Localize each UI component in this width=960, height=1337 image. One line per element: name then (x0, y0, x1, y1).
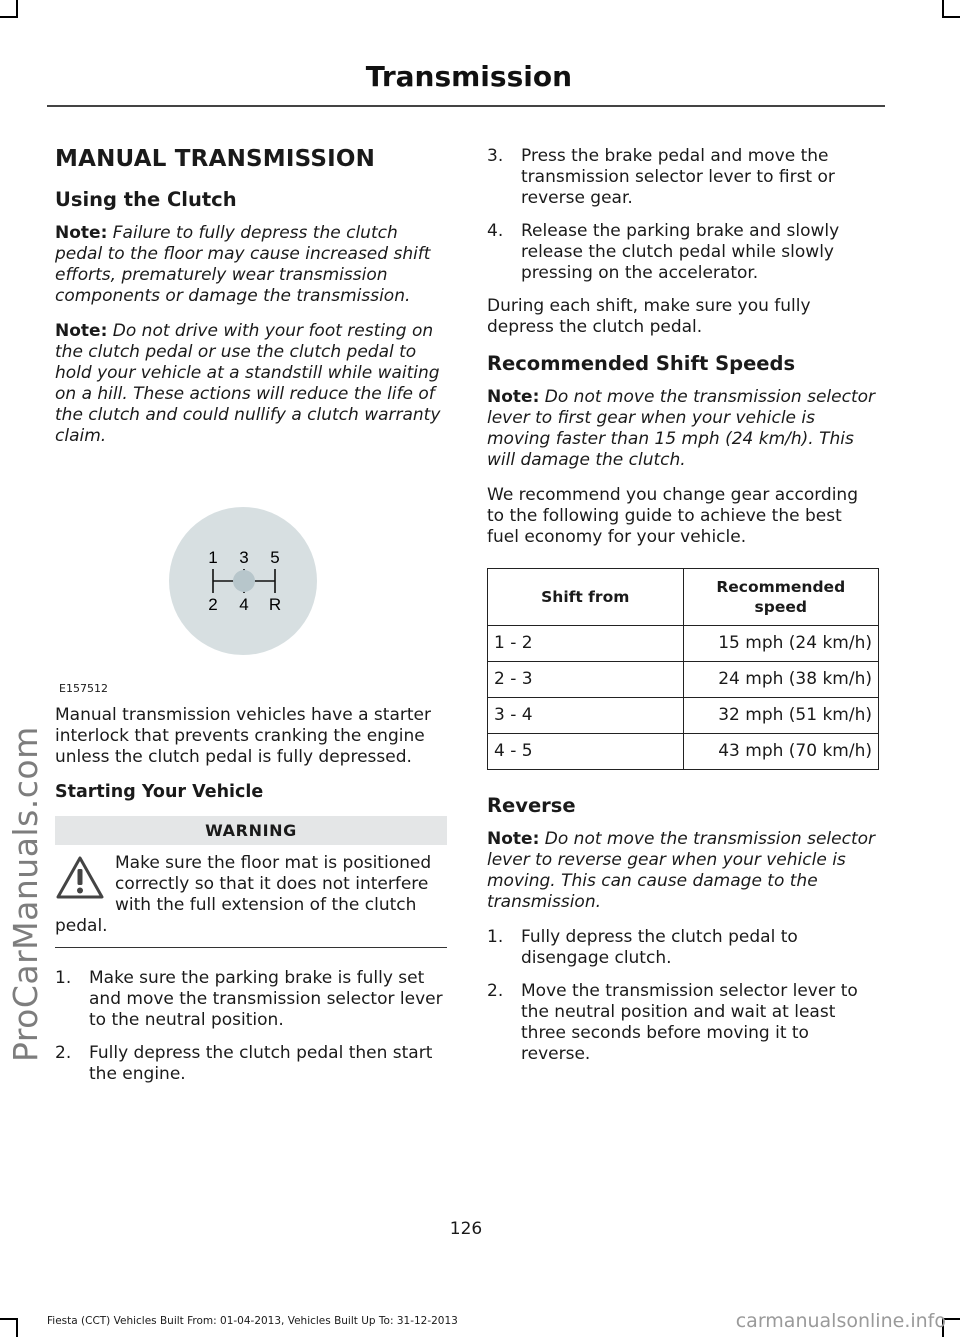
left-column (55, 146, 447, 1097)
table-row (488, 626, 879, 662)
table-cell: 3 - 4 (488, 698, 684, 734)
column-header: Shift from (488, 569, 684, 626)
gear-label: R (268, 595, 282, 614)
list-item: 1. Make sure the parking brake is fully set and move the transmission selector lever to the neutral position. (55, 968, 443, 1030)
watermark-left: ProCarManuals.com (6, 726, 45, 1062)
table-row (488, 698, 879, 734)
note-reverse: Note: Do not move the transmission selector lever to reverse gear when your vehicle is moving. This can cause damage to the transmission. (487, 829, 876, 912)
section-title: MANUAL TRANSMISSION (55, 146, 376, 172)
reverse-steps (487, 927, 879, 1065)
footer-text: Fiesta (CCT) Vehicles Built From: 01-04-2013, Vehicles Built Up To: 31-12-2013 (47, 1315, 458, 1327)
gear-label: 4 (239, 595, 249, 614)
column-header: Recommended speed (683, 569, 879, 626)
crop-mark (16, 1318, 18, 1337)
table-cell: 15 mph (24 km/h) (683, 626, 879, 662)
note-first-gear: Note: Do not move the transmission selector lever to first gear when your vehicle is moving faster than 15 mph (24 km/h). This will damage the clutch. (487, 387, 876, 470)
note-foot-resting: Note: Do not drive with your foot resting on the clutch pedal or use the clutch pedal to hold your vehicle at a standstill while waiting on a hill. These actions will reduce the life of the clutch and could nullify a clutch warranty claim. (55, 321, 441, 446)
gear-label: 1 (208, 548, 218, 567)
gear-label: 5 (270, 548, 280, 567)
table-cell: 1 - 2 (488, 626, 684, 662)
header-divider (47, 105, 885, 107)
table-cell: 2 - 3 (488, 662, 684, 698)
table-cell: 32 mph (51 km/h) (683, 698, 879, 734)
list-item: 1. Fully depress the clutch pedal to disengage clutch. (487, 927, 798, 968)
recommended-speeds-heading: Recommended Shift Speeds (487, 352, 796, 375)
warning-body: Make sure the floor mat is positioned correctly so that it does not interfere with the full extension of the clutch pedal. (55, 853, 432, 936)
shift-knob (233, 570, 255, 592)
starting-vehicle-heading: Starting Your Vehicle (55, 782, 264, 802)
gear-label: 3 (239, 548, 249, 567)
list-item: 2. Fully depress the clutch pedal then start the engine. (55, 1043, 433, 1084)
shift-paragraph: During each shift, make sure you fully depress the clutch pedal. (487, 296, 811, 337)
shift-pattern-diagram (55, 461, 447, 701)
table-row (488, 662, 879, 698)
list-item: 4. Release the parking brake and slowly release the clutch pedal while slowly pressing on the accelerator. (487, 221, 840, 283)
warning-heading: WARNING (55, 816, 447, 845)
table-cell: 4 - 5 (488, 734, 684, 770)
table-cell: 43 mph (70 km/h) (683, 734, 879, 770)
figure-code: E157512 (59, 682, 108, 695)
watermark-bottom-right: carmanualsonline.info (735, 1310, 946, 1332)
table-cell: 24 mph (38 km/h) (683, 662, 879, 698)
shift-pattern-figure (55, 461, 447, 701)
gear-label: 2 (208, 595, 218, 614)
note-clutch-depress: Note: Failure to fully depress the clutch pedal to the floor may cause increased shift efforts, prematurely wear transmission components or damage the transmission. (55, 223, 431, 306)
page-number: 126 (449, 1219, 483, 1239)
crop-mark (942, 16, 960, 18)
right-column (487, 146, 879, 1077)
recommend-paragraph: We recommend you change gear according to the following guide to achieve the best fuel economy for your vehicle. (487, 485, 858, 547)
table-header-row (488, 569, 879, 626)
reverse-heading: Reverse (487, 794, 576, 817)
starting-steps (55, 968, 447, 1085)
using-clutch-heading: Using the Clutch (55, 188, 237, 211)
crop-mark (0, 1318, 18, 1320)
page-header-title: Transmission (365, 60, 572, 93)
table-row (488, 734, 879, 770)
shift-speed-table (487, 568, 879, 770)
starting-steps-continued (487, 146, 879, 284)
crop-mark (0, 16, 18, 18)
warning-triangle-icon (55, 855, 105, 901)
warning-box (55, 816, 447, 948)
interlock-paragraph: Manual transmission vehicles have a starter interlock that prevents cranking the engine unless the clutch pedal is fully depressed. (55, 705, 431, 767)
list-item: 2. Move the transmission selector lever to the neutral position and wait at least three seconds before moving it to reverse. (487, 981, 858, 1064)
list-item: 3. Press the brake pedal and move the transmission selector lever to first or reverse gear. (487, 146, 835, 208)
